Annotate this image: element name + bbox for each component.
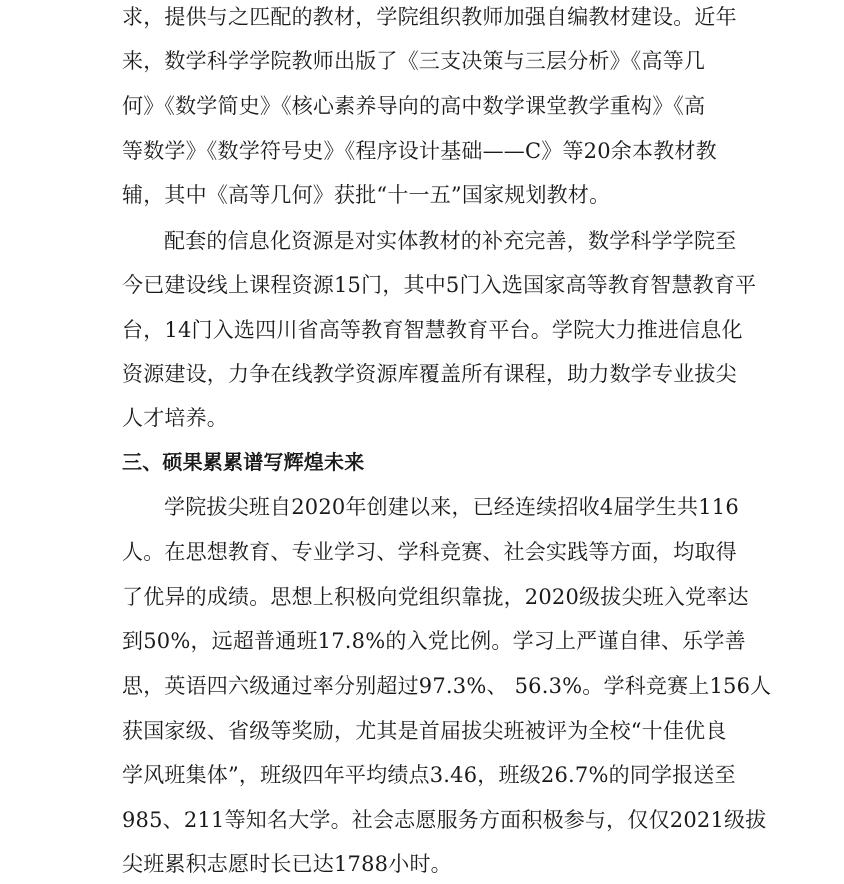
paragraph-line: 思，英语四六级通过率分别超过97.3%、 56.3%。学科竞赛上156人 (122, 674, 772, 698)
paragraph-line: 配套的信息化资源是对实体教材的补充完善，数学科学学院至 (164, 229, 737, 253)
paragraph-line: 台，14门入选四川省高等教育智慧教育平台。学院大力推进信息化 (122, 318, 743, 342)
paragraph-line: 何》《数学简史》《核心素养导向的高中数学课堂教学重构》《高 (122, 94, 706, 118)
paragraph-line: 等数学》《数学符号史》《程序设计基础——C》等20余本教材教 (122, 139, 717, 163)
paragraph-line: 学风班集体”，班级四年平均绩点3.46，班级26.7%的同学报送至 (122, 763, 736, 787)
paragraph-line: 今已建设线上课程资源15门，其中5门入选国家高等教育智慧教育平 (122, 273, 757, 297)
paragraph-line: 求，提供与之匹配的教材，学院组织教师加强自编教材建设。近年 (122, 5, 737, 29)
section-heading: 三、硕果累累谱写辉煌未来 (122, 450, 365, 474)
paragraph-line: 985、211等知名大学。社会志愿服务方面积极参与，仅仅2021级拔 (122, 808, 767, 832)
paragraph-line: 人才培养。 (122, 406, 228, 430)
paragraph-line: 到50%，远超普通班17.8%的入党比例。学习上严谨自律、乐学善 (122, 629, 746, 653)
paragraph-line: 尖班累积志愿时长已达1788小时。 (122, 852, 452, 876)
paragraph-line: 人。在思想教育、专业学习、学科竞赛、社会实践等方面，均取得 (122, 540, 737, 564)
paragraph-line: 学院拔尖班自2020年创建以来，已经连续招收4届学生共116 (164, 495, 739, 519)
paragraph-line: 来，数学科学学院教师出版了《三支决策与三层分析》《高等几 (122, 49, 706, 73)
paragraph-line: 获国家级、省级等奖励，尤其是首届拔尖班被评为全校“十佳优良 (122, 719, 727, 743)
paragraph-line: 辅，其中《高等几何》获批“十一五”国家规划教材。 (122, 183, 611, 207)
paragraph-line: 资源建设，力争在线教学资源库覆盖所有课程，助力数学专业拔尖 (122, 362, 737, 386)
paragraph-line: 了优异的成绩。思想上积极向党组织靠拢，2020级拔尖班入党率达 (122, 585, 749, 609)
